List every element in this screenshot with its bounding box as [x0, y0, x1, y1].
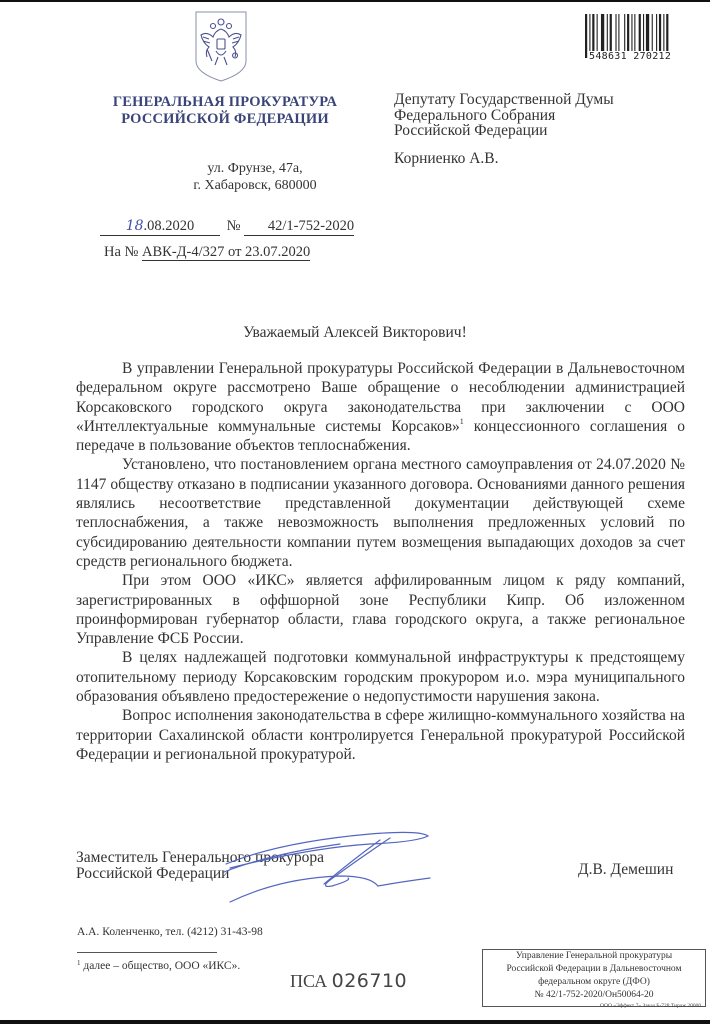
- form-serial-number: [290, 970, 407, 992]
- footnote-number: 1: [77, 959, 81, 967]
- paragraph-2: Установлено, что постановлением органа местного самоуправления от 24.07.2020 № 1147 обществу отказано в подписании указанного договора. Основаниями данного решения являлись несоответствие представленной документации действующей схеме теплоснабжения, а также невозможность выполнения предложенных условий по субсидированию деятельности компании путем возмещения выпадающих доходов за счет средств регионального бюджета.: [76, 456, 685, 570]
- org-name-line1: ГЕНЕРАЛЬНАЯ ПРОКУРАТУРА: [112, 94, 338, 110]
- signatory-title-line2: Российской Федерации: [76, 864, 230, 882]
- paragraph-1-text-a: В управлении Генеральной прокуратуры Российской Федерации в Дальневосточном федеральном округе рассмотрено Ваше обращение о несоблюдении администрацией Корсаковского городского округа законодательства при заключении с ООО «Интеллектуальные коммунальные системы Корсаков»: [76, 360, 685, 435]
- salutation: Уважаемый Алексей Викторович!: [243, 324, 467, 341]
- reference-number: [104, 244, 321, 261]
- serial-prefix: ПСА: [290, 971, 328, 991]
- stamp-line1: Управление Генеральной прокуратуры: [515, 951, 673, 961]
- signatory-title-line1: Заместитель Генерального прокурора: [76, 849, 325, 866]
- org-name-line2: РОССИЙСКОЙ ФЕДЕРАЦИИ: [121, 111, 329, 127]
- handwritten-signature: [220, 828, 480, 908]
- stamp-line2: Российской Федерации в Дальневосточном: [506, 964, 682, 974]
- organization-name: [90, 94, 360, 128]
- ref-label: На №: [104, 244, 139, 260]
- ref-value: АВК-Д-4/327 от 23.07.2020: [142, 244, 311, 260]
- date-day-handwritten: 18: [125, 218, 144, 234]
- stamp-line3: федеральном округе (ДФО): [538, 977, 650, 987]
- scan-top-edge: [0, 0, 710, 2]
- paragraph-5: Вопрос исполнения законодательства в сфере жилищно-коммунального хозяйства на территории Сахалинской области контролируется Генеральной прокуратурой Российской Федерации и региональной прокуратурой.: [76, 707, 685, 763]
- address-line1: ул. Фрунзе, 47а,: [207, 161, 303, 176]
- registration-stamp: [482, 949, 706, 1007]
- organization-address: [130, 160, 380, 194]
- coat-of-arms-emblem: [193, 9, 249, 83]
- date-rest: .08.2020: [143, 218, 195, 234]
- serial-digits: 026710: [331, 970, 408, 992]
- paragraph-1-text-b: концессионного соглашения о передаче в пользование объектов теплоснабжения.: [76, 417, 685, 455]
- paragraph-1: [76, 359, 685, 455]
- number-value: 42/1-752-2020: [244, 218, 354, 236]
- addressee-line2: Федерального Собрания: [394, 106, 556, 124]
- barcode-bar: [585, 14, 587, 58]
- number-label: №: [226, 218, 241, 234]
- printer-imprint: ООО «Эффект 7» Заказ Б-728 Тираж 20000: [600, 1003, 702, 1009]
- address-line2: г. Хабаровск, 680000: [193, 178, 317, 193]
- signatory-name: Д.В. Демешин: [578, 861, 674, 878]
- footnote-marker: 1: [459, 416, 464, 426]
- addressee-name: Корниенко А.В.: [394, 150, 499, 167]
- executor-contact: А.А. Коленченко, тел. (4212) 31-43-98: [77, 926, 263, 938]
- footnote-divider: [77, 952, 217, 953]
- outgoing-number: [100, 218, 354, 236]
- footnote: [77, 959, 240, 972]
- barcode-number: 548631 270212: [589, 51, 672, 62]
- addressee-block: [394, 92, 614, 139]
- footnote-text: далее – общество, ООО «ИКС».: [80, 960, 241, 972]
- letter-body: [76, 359, 685, 764]
- stamp-line4: № 42/1-752-2020/Он50064-20: [534, 990, 654, 1000]
- addressee-line1: Депутату Государственной Думы: [394, 91, 614, 108]
- paragraph-4: В целях надлежащей подготовки коммунальной инфраструктуры к предстоящему отопительному периоду Корсаковским городским прокурором и.о. мэра муниципального образования объявлено предостережение о недопустимости нарушения закона.: [76, 649, 685, 706]
- paragraph-3: При этом ООО «ИКС» является аффилированным лицом к ряду компаний, зарегистрированных в оффшорной зоне Республики Кипр. Об изложенном проинформирован губернатор области, глава городского округа, а также региональное Управление ФСБ России.: [76, 572, 685, 648]
- scan-bottom-edge: [0, 1020, 710, 1024]
- addressee-line3: Российской Федерации: [394, 122, 548, 139]
